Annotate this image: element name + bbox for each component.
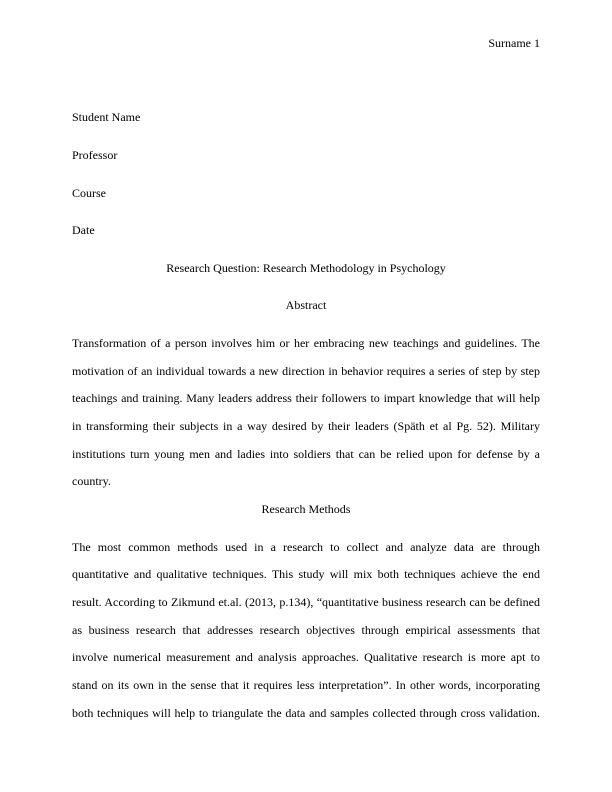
- course-line: Course: [72, 186, 106, 200]
- abstract-line: motivation of an individual towards a new direction in behavior requires a series of step by step: [72, 364, 540, 378]
- methods-line: quantitative and qualitative techniques. This study will mix both techniques achieve the end: [72, 567, 540, 581]
- professor-line: Professor: [72, 148, 118, 162]
- methods-line: result. According to Zikmund et.al. (2013, p.134), “quantitative business research can be defined: [72, 595, 540, 609]
- abstract-heading: Abstract: [285, 298, 327, 312]
- date-line: Date: [72, 223, 95, 237]
- research-methods-heading: Research Methods: [261, 502, 351, 516]
- methods-line: involve numerical measurement and analysis approaches. Qualitative research is more apt to: [72, 650, 540, 664]
- abstract-line: teachings and training. Many leaders address their followers to impart knowledge that will help: [72, 391, 540, 405]
- abstract-line: in transforming their subjects in a way desired by their leaders (Späth et al Pg. 52). Military: [72, 419, 540, 433]
- abstract-line: institutions turn young men and ladies into soldiers that can be relied upon for defense by a: [72, 447, 540, 461]
- methods-line: stand on its own in the sense that it requires less interpretation”. In other words, incorporating: [72, 678, 540, 692]
- methods-line: both techniques will help to triangulate the data and samples collected through cross validation.: [72, 706, 540, 720]
- student-name-line: Student Name: [72, 110, 141, 124]
- methods-line: as business research that addresses research objectives through empirical assessments that: [72, 623, 540, 637]
- abstract-line: country.: [72, 474, 111, 488]
- running-head: Surname 1: [488, 36, 540, 50]
- methods-line: The most common methods used in a research to collect and analyze data are through: [72, 540, 540, 554]
- paper-title: Research Question: Research Methodology in Psychology: [166, 261, 446, 275]
- abstract-line: Transformation of a person involves him or her embracing new teachings and guidelines. The: [72, 336, 540, 350]
